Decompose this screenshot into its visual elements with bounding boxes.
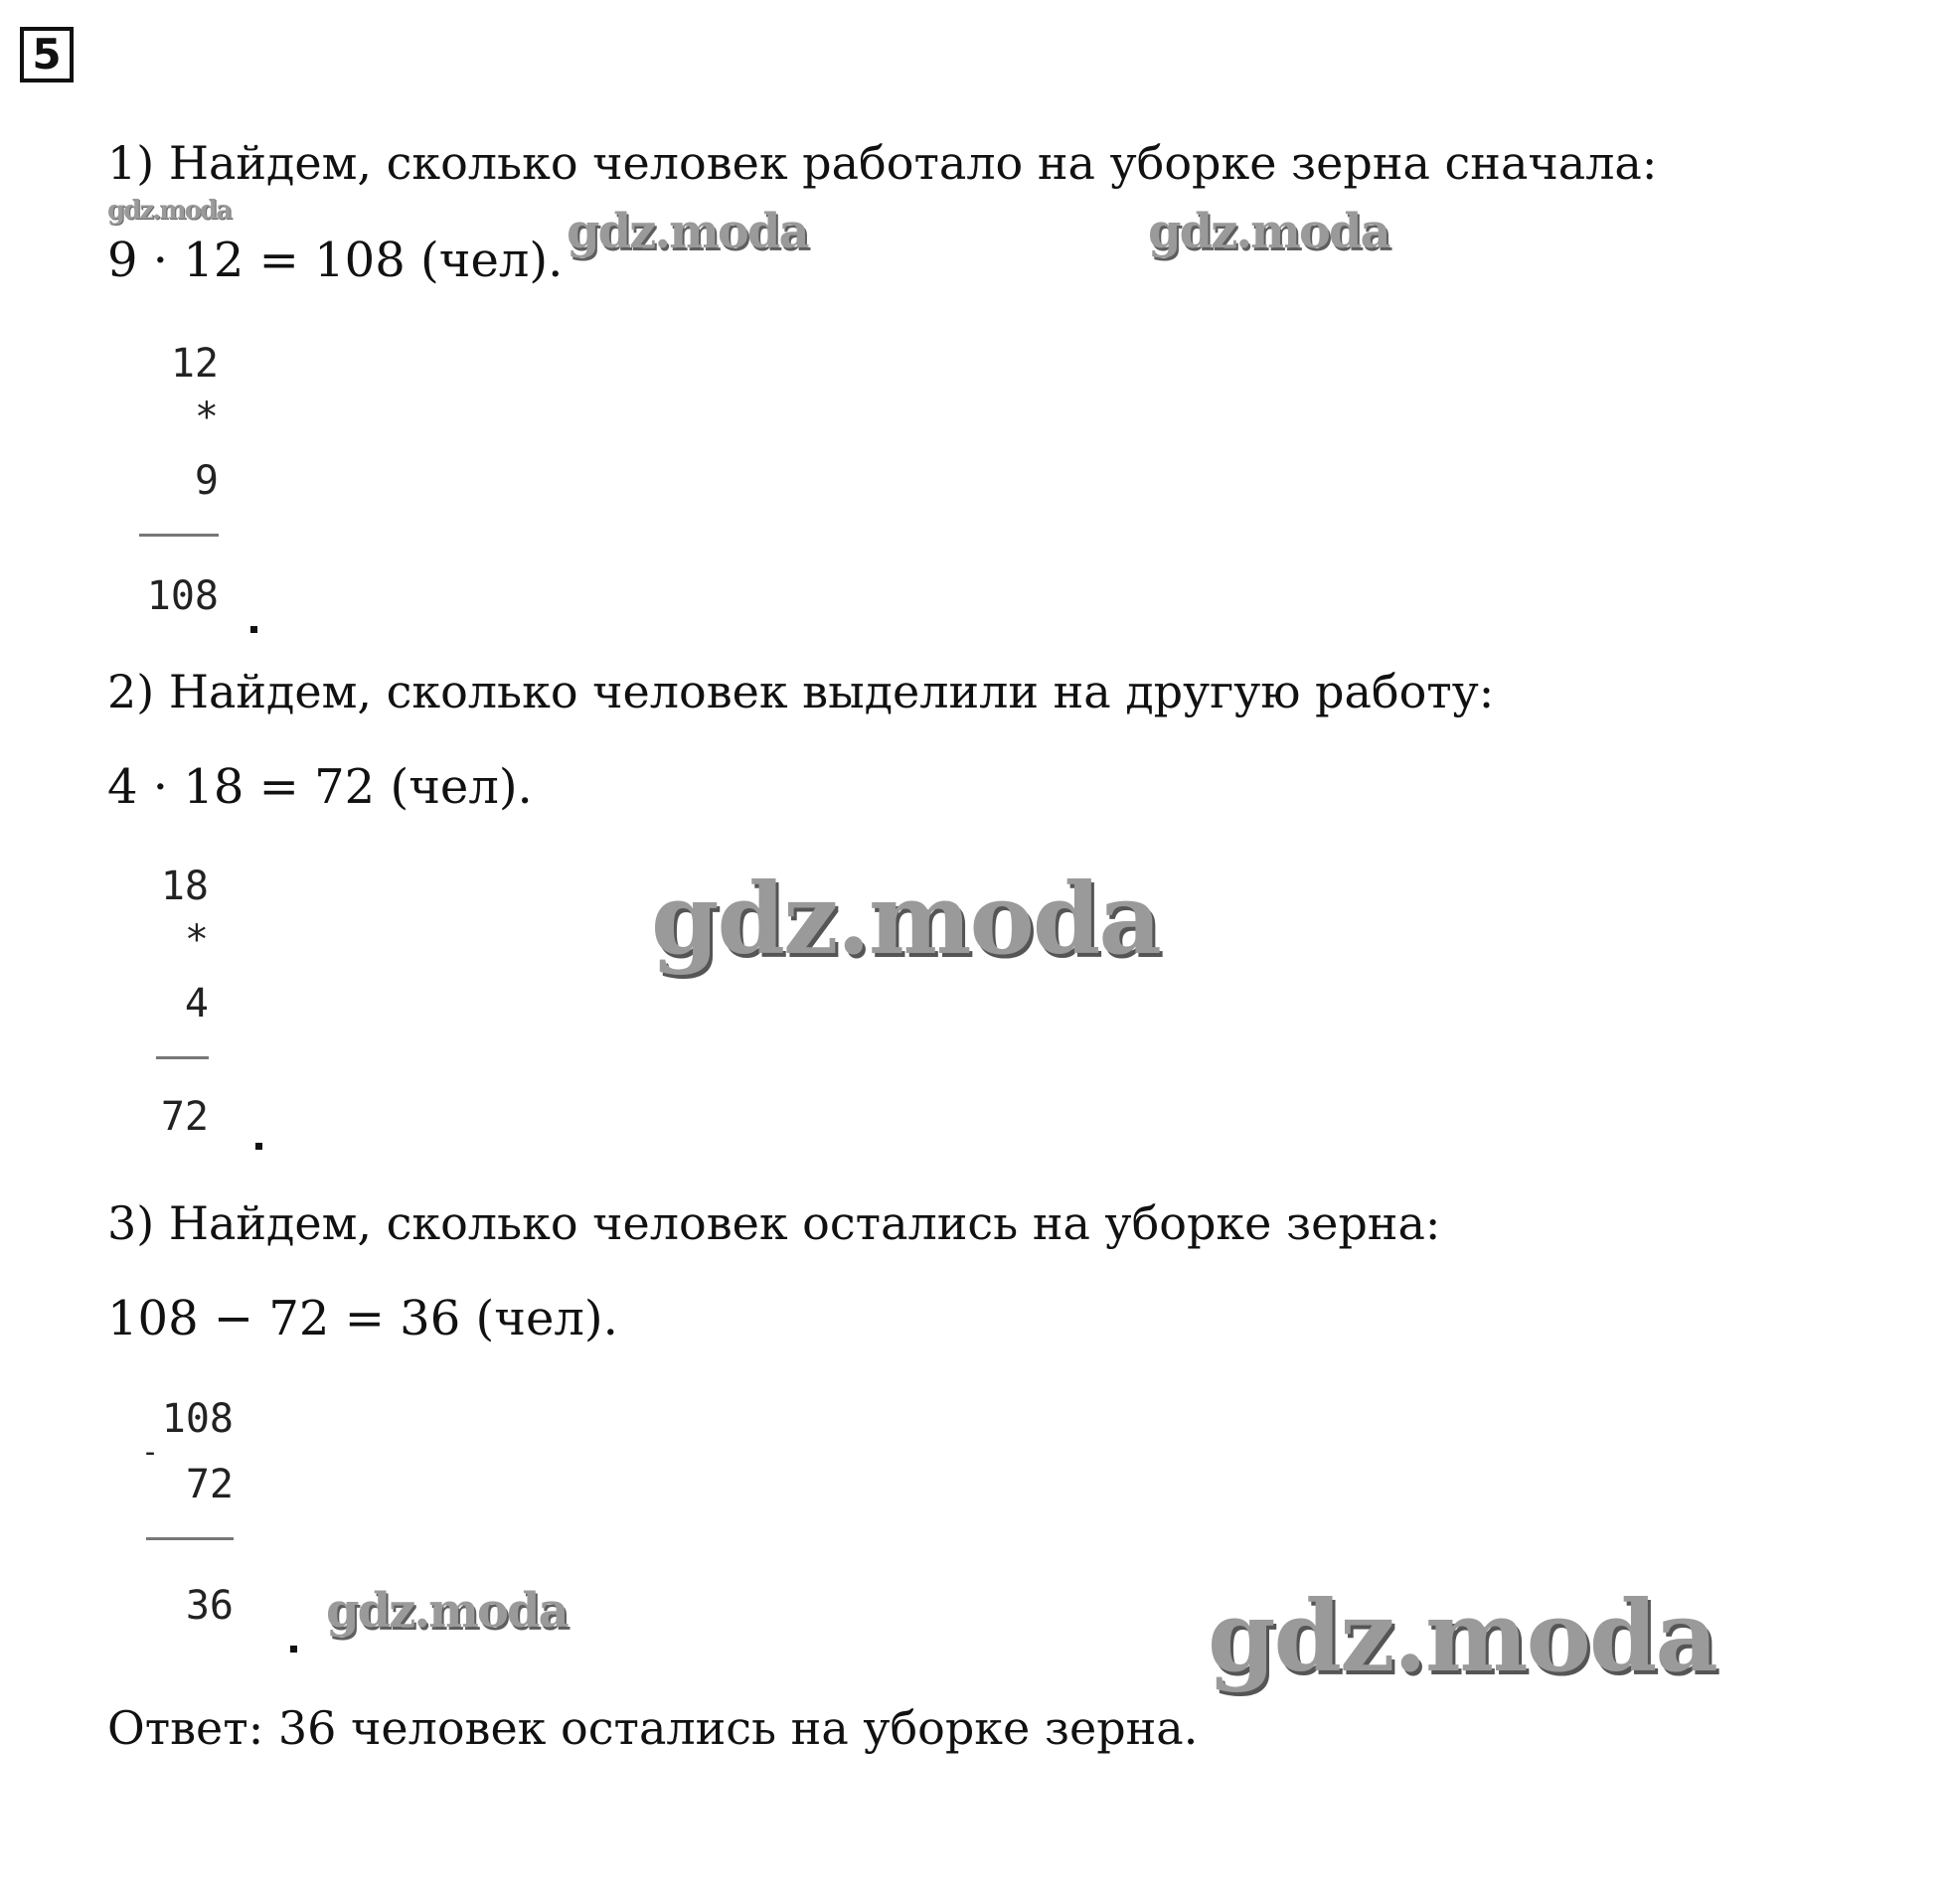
- step-3-column-result: 36: [185, 1583, 234, 1629]
- watermark-top-right: gdz.moda: [1148, 204, 1389, 259]
- step-1-column-top: 12: [170, 341, 219, 387]
- step-1-dot: [250, 626, 257, 633]
- step-2-column-operator: *: [184, 917, 209, 963]
- step-1-column-rule: [139, 534, 219, 537]
- step-1-column-bottom: 9: [194, 458, 219, 504]
- step-2-equation: 4 · 18 = 72 (чел).: [107, 759, 533, 815]
- step-1-column-operator: *: [194, 394, 219, 440]
- watermark-center: gdz.moda: [651, 863, 1160, 977]
- step-3-column-operator: -: [140, 1435, 159, 1470]
- step-2-column-top: 18: [160, 864, 209, 909]
- step-2-dot: [255, 1143, 262, 1150]
- answer-text: Ответ: 36 человек остались на уборке зерна.: [107, 1701, 1199, 1755]
- step-3-heading: 3) Найдем, сколько человек остались на уборке зерна:: [107, 1196, 1441, 1250]
- task-number-badge: 5: [20, 27, 74, 82]
- watermark-bottom-left: gdz.moda: [326, 1583, 568, 1639]
- watermark-top-left: gdz.moda: [567, 204, 808, 259]
- step-2-heading: 2) Найдем, сколько человек выделили на другую работу:: [107, 665, 1495, 718]
- step-3-column-bottom: 72: [185, 1462, 234, 1507]
- step-3-column-rule: [146, 1537, 234, 1540]
- step-2-column-result: 72: [160, 1094, 209, 1140]
- watermark-bottom-right: gdz.moda: [1208, 1580, 1716, 1694]
- step-2-column-rule: [156, 1056, 209, 1059]
- step-2-column-bottom: 4: [184, 981, 209, 1026]
- step-1-heading: 1) Найдем, сколько человек работало на уборке зерна сначала:: [107, 136, 1658, 190]
- step-3-column-top: 108: [161, 1396, 234, 1442]
- step-3-dot: [290, 1646, 297, 1653]
- step-1-column-result: 108: [146, 573, 219, 619]
- step-3-equation: 108 − 72 = 36 (чел).: [107, 1291, 618, 1346]
- step-1-equation: 9 · 12 = 108 (чел).: [107, 233, 564, 288]
- watermark-small: gdz.moda: [107, 196, 232, 226]
